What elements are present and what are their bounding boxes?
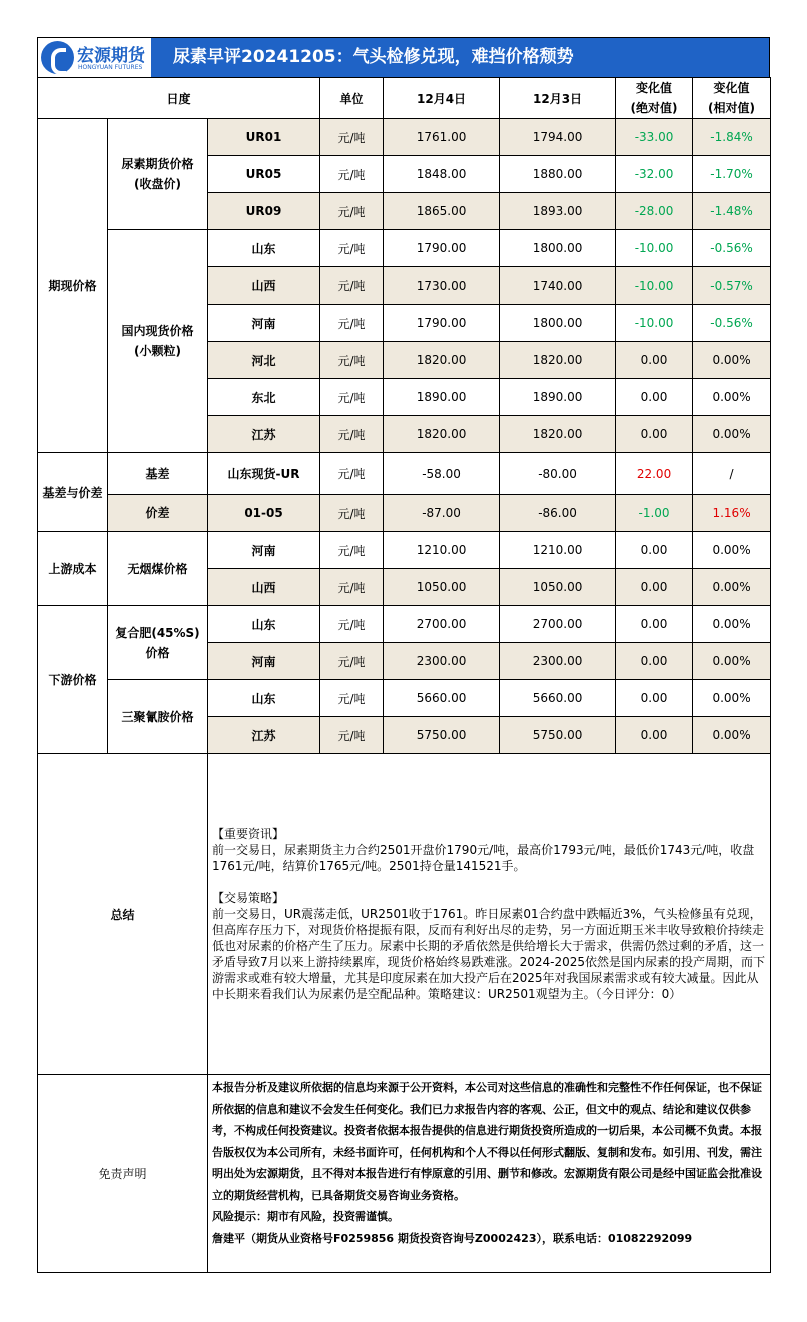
report-header [37, 37, 770, 77]
subgroup-label-anthracite: 无烟煤价格 [108, 532, 208, 606]
row-value-dec4: 1890.00 [384, 379, 500, 416]
logo-text-en: HONGYUAN FUTURES [78, 64, 143, 71]
row-value-dec3: 1794.00 [500, 119, 616, 156]
row-value-dec4: 1790.00 [384, 305, 500, 342]
row-value-dec3: -86.00 [500, 495, 616, 532]
row-change-abs: 0.00 [616, 342, 693, 379]
row-unit: 元/吨 [320, 156, 384, 193]
row-change-abs: -28.00 [616, 193, 693, 230]
table-body [38, 119, 771, 754]
row-change-abs: -10.00 [616, 267, 693, 305]
row-item-name: UR05 [208, 156, 320, 193]
row-unit: 元/吨 [320, 267, 384, 305]
row-item-name: 山东 [208, 606, 320, 643]
row-unit: 元/吨 [320, 532, 384, 569]
row-value-dec3: 1800.00 [500, 305, 616, 342]
row-change-abs: -10.00 [616, 230, 693, 267]
row-value-dec3: 1800.00 [500, 230, 616, 267]
row-change-rel: -0.56% [693, 305, 771, 342]
row-value-dec3: 1820.00 [500, 416, 616, 453]
subgroup-label-spot-price: 国内现货价格 (小颗粒) [108, 230, 208, 453]
row-unit: 元/吨 [320, 495, 384, 532]
col-header-dec4: 12月4日 [384, 78, 500, 119]
row-value-dec3: 1050.00 [500, 569, 616, 606]
row-value-dec3: -80.00 [500, 453, 616, 495]
row-change-rel: -1.70% [693, 156, 771, 193]
disclaimer-text: 本报告分析及建议所依据的信息均来源于公开资料，本公司对这些信息的准确性和完整性不作任何保证，也不保证所依据的信息和建议不会发生任何变化。我们已力求报告内容的客观、公正，但文中的观点、结论和建议仅供参考，不构成任何投资建议。投资者依据本报告提供的信息进行期货投资所造成的一切后果，本公司概不负责。本报告版权仅为本公司所有，未经书面许可，任何机构和个人不得以任何形式翻版、复制和发布。如引用、刊发，需注明出处为宏源期货，且不得对本报告进行有悖原意的引用、删节和修改。宏源期货有限公司是经中国证监会批准设立的期货经营机构，已具备期货交易咨询业务资格。 风险提示：期市有风险，投资需谨慎。 詹建平（期货从业资格号F0259856 期货投资咨询号Z0002423），联系电话：01082292099 [208, 1075, 771, 1273]
row-change-abs: 0.00 [616, 379, 693, 416]
row-change-rel: 0.00% [693, 569, 771, 606]
row-value-dec4: 1210.00 [384, 532, 500, 569]
row-change-abs: 0.00 [616, 717, 693, 754]
row-unit: 元/吨 [320, 416, 384, 453]
summary-row [38, 754, 771, 1075]
row-value-dec3: 1210.00 [500, 532, 616, 569]
row-value-dec4: -87.00 [384, 495, 500, 532]
row-unit: 元/吨 [320, 119, 384, 156]
row-value-dec4: 1848.00 [384, 156, 500, 193]
row-value-dec4: -58.00 [384, 453, 500, 495]
row-change-abs: -32.00 [616, 156, 693, 193]
row-item-name: 山东 [208, 230, 320, 267]
row-value-dec3: 1740.00 [500, 267, 616, 305]
row-change-rel: -0.56% [693, 230, 771, 267]
row-unit: 元/吨 [320, 606, 384, 643]
row-change-abs: 22.00 [616, 453, 693, 495]
col-header-unit: 单位 [320, 78, 384, 119]
row-change-abs: 0.00 [616, 606, 693, 643]
row-unit: 元/吨 [320, 643, 384, 680]
row-change-rel: 0.00% [693, 342, 771, 379]
price-table [37, 77, 771, 1273]
row-change-rel: -0.57% [693, 267, 771, 305]
row-change-rel: 1.16% [693, 495, 771, 532]
logo-text-cn: 宏源期货 [77, 46, 145, 66]
table-row [38, 606, 771, 643]
group-label-downstream: 下游价格 [38, 606, 108, 754]
row-value-dec4: 2300.00 [384, 643, 500, 680]
row-value-dec3: 1893.00 [500, 193, 616, 230]
company-logo [38, 38, 151, 77]
table-row [38, 532, 771, 569]
col-header-dec3: 12月3日 [500, 78, 616, 119]
row-change-abs: 0.00 [616, 569, 693, 606]
subgroup-label-futures-price: 尿素期货价格 (收盘价) [108, 119, 208, 230]
row-item-name: 山东现货-UR [208, 453, 320, 495]
col-header-daily: 日度 [38, 78, 320, 119]
group-label-upstream: 上游成本 [38, 532, 108, 606]
row-item-name: 山西 [208, 569, 320, 606]
subgroup-label-basis: 基差 [108, 453, 208, 495]
row-change-rel: -1.48% [693, 193, 771, 230]
subgroup-label-spread: 价差 [108, 495, 208, 532]
row-change-abs: 0.00 [616, 532, 693, 569]
table-row [38, 230, 771, 267]
row-change-rel: 0.00% [693, 680, 771, 717]
group-label-futures-spot: 期现价格 [38, 119, 108, 453]
row-value-dec3: 5750.00 [500, 717, 616, 754]
row-item-name: 山东 [208, 680, 320, 717]
table-header-row [38, 78, 771, 119]
row-change-abs: -1.00 [616, 495, 693, 532]
row-change-abs: -33.00 [616, 119, 693, 156]
row-item-name: 河南 [208, 305, 320, 342]
row-change-rel: -1.84% [693, 119, 771, 156]
table-row [38, 453, 771, 495]
logo-mark-icon [41, 41, 74, 74]
row-value-dec3: 5660.00 [500, 680, 616, 717]
row-change-rel: 0.00% [693, 532, 771, 569]
row-item-name: 江苏 [208, 416, 320, 453]
row-unit: 元/吨 [320, 569, 384, 606]
row-change-abs: 0.00 [616, 680, 693, 717]
row-item-name: 河北 [208, 342, 320, 379]
row-item-name: 01-05 [208, 495, 320, 532]
row-value-dec4: 5750.00 [384, 717, 500, 754]
row-value-dec4: 1820.00 [384, 342, 500, 379]
row-value-dec3: 1820.00 [500, 342, 616, 379]
col-header-abs-change: 变化值 (绝对值) [616, 78, 693, 119]
row-unit: 元/吨 [320, 342, 384, 379]
row-value-dec3: 1880.00 [500, 156, 616, 193]
row-unit: 元/吨 [320, 379, 384, 416]
row-value-dec3: 2700.00 [500, 606, 616, 643]
row-value-dec4: 5660.00 [384, 680, 500, 717]
row-change-abs: 0.00 [616, 416, 693, 453]
row-item-name: UR09 [208, 193, 320, 230]
report-title: 尿素早评20241205：气头检修兑现，难挡价格颓势 [151, 38, 769, 77]
row-value-dec3: 1890.00 [500, 379, 616, 416]
row-value-dec4: 1730.00 [384, 267, 500, 305]
row-change-rel: 0.00% [693, 643, 771, 680]
summary-label: 总结 [38, 754, 208, 1075]
row-value-dec4: 1761.00 [384, 119, 500, 156]
row-change-rel: 0.00% [693, 379, 771, 416]
disclaimer-row [38, 1075, 771, 1273]
row-unit: 元/吨 [320, 717, 384, 754]
report-sheet [37, 37, 770, 1273]
row-value-dec4: 1865.00 [384, 193, 500, 230]
row-item-name: 河南 [208, 643, 320, 680]
summary-text: 【重要资讯】 前一交易日，尿素期货主力合约2501开盘价1790元/吨，最高价1793元/吨，最低价1743元/吨，收盘1761元/吨，结算价1765元/吨。2501持仓量141521手。 【交易策略】 前一交易日，UR震荡走低，UR2501收于1761。昨日尿素01合约盘中跌幅近3%，气头检修虽有兑现，但高库存压力下，对现货价格提振有限，反而有利好出尽的走势，另一方面近期玉米丰收导致粮价持续走低也对尿素的价格产生了压力。尿素中长期的矛盾依然是供给增长大于需求，供需仍然过剩的矛盾，这一矛盾导致7月以来上游持续累库，现货价格始终易跌难涨。2024-2025依然是国内尿素的投产周期，而下游需求或难有较大增量，尤其是印度尿素在加大投产后在2025年对我国尿素需求或有较大减量。因此从中长期来看我们认为尿素仍是空配品种。策略建议：UR2501观望为主。（今日评分：0） [208, 754, 771, 1075]
group-label-basis-spread: 基差与价差 [38, 453, 108, 532]
row-value-dec4: 1050.00 [384, 569, 500, 606]
row-value-dec4: 1820.00 [384, 416, 500, 453]
row-unit: 元/吨 [320, 453, 384, 495]
col-header-rel-change: 变化值 (相对值) [693, 78, 771, 119]
row-unit: 元/吨 [320, 305, 384, 342]
row-change-abs: 0.00 [616, 643, 693, 680]
row-unit: 元/吨 [320, 230, 384, 267]
subgroup-label-compound: 复合肥(45%S) 价格 [108, 606, 208, 680]
row-item-name: 东北 [208, 379, 320, 416]
table-row [38, 680, 771, 717]
row-item-name: 河南 [208, 532, 320, 569]
row-item-name: UR01 [208, 119, 320, 156]
row-item-name: 江苏 [208, 717, 320, 754]
row-change-rel: 0.00% [693, 606, 771, 643]
subgroup-label-melamine: 三聚氰胺价格 [108, 680, 208, 754]
row-value-dec4: 2700.00 [384, 606, 500, 643]
row-item-name: 山西 [208, 267, 320, 305]
row-unit: 元/吨 [320, 680, 384, 717]
row-value-dec4: 1790.00 [384, 230, 500, 267]
table-row [38, 495, 771, 532]
row-change-rel: / [693, 453, 771, 495]
row-value-dec3: 2300.00 [500, 643, 616, 680]
row-change-rel: 0.00% [693, 717, 771, 754]
row-change-rel: 0.00% [693, 416, 771, 453]
row-unit: 元/吨 [320, 193, 384, 230]
table-row [38, 119, 771, 156]
row-change-abs: -10.00 [616, 305, 693, 342]
disclaimer-label: 免责声明 [38, 1075, 208, 1273]
